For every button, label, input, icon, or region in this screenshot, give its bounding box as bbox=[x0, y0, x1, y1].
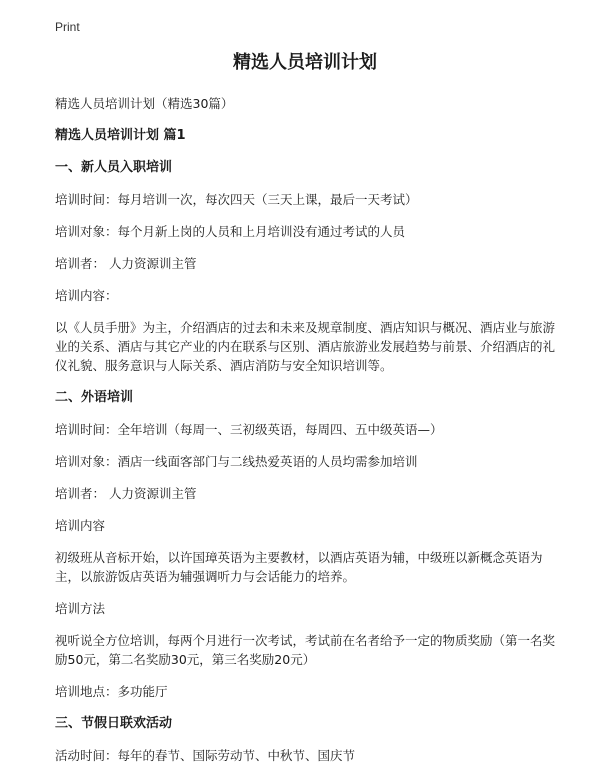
paragraph-training-time: 培训时间：每月培训一次，每次四天（三天上课，最后一天考试） bbox=[55, 192, 418, 207]
paragraph-trainer: 培训者： 人力资源训主管 bbox=[55, 256, 197, 271]
heading-language-training: 二、外语培训 bbox=[55, 390, 134, 405]
paragraph-training-method: 视听说全方位培训，每两个月进行一次考试，考试前在名者给予一定的物质奖励（第一名奖励50元，第二名奖励30元，第三名奖励20元） bbox=[55, 633, 556, 667]
heading-new-staff-training: 一、新人员入职培训 bbox=[55, 160, 173, 175]
document-title: 精选人员培训计划 bbox=[233, 52, 377, 73]
document-subtitle: 精选人员培训计划（精选30篇） bbox=[55, 96, 234, 111]
document-body bbox=[55, 50, 555, 778]
paragraph-language-content: 初级班从音标开始，以许国璋英语为主要教材，以酒店英语为辅，中级班以新概念英语为主，以旅游饭店英语为辅强调听力与会话能力的培养。 bbox=[55, 550, 543, 584]
heading-holiday-activities: 三、节假日联欢活动 bbox=[55, 716, 173, 731]
paragraph-language-time: 培训时间：全年培训（每周一、三初级英语，每周四、五中级英语—） bbox=[55, 422, 443, 437]
paragraph-training-location: 培训地点：多功能厅 bbox=[55, 684, 168, 699]
paragraph-language-trainer: 培训者： 人力资源训主管 bbox=[55, 486, 197, 501]
paragraph-training-target: 培训对象：每个月新上岗的人员和上月培训没有通过考试的人员 bbox=[55, 224, 406, 239]
section-title: 精选人员培训计划 篇1 bbox=[55, 128, 186, 143]
paragraph-training-content-label: 培训内容： bbox=[55, 288, 118, 303]
paragraph-language-target: 培训对象：酒店一线面客部门与二线热爱英语的人员均需参加培训 bbox=[55, 454, 418, 469]
paragraph-language-content-label: 培训内容 bbox=[55, 518, 106, 533]
print-link[interactable]: Print bbox=[55, 20, 80, 34]
paragraph-training-method-label: 培训方法 bbox=[55, 601, 106, 616]
paragraph-activity-time: 活动时间：每年的春节、国际劳动节、中秋节、国庆节 bbox=[55, 748, 356, 763]
paragraph-training-content: 以《人员手册》为主，介绍酒店的过去和未来及规章制度、酒店知识与概况、酒店业与旅游业的关系、酒店与其它产业的内在联系与区别、酒店旅游业发展趋势与前景、介绍酒店的礼仪礼貌、服务意识与人际关系、酒店消防与安全知识培训等。 bbox=[55, 320, 556, 373]
